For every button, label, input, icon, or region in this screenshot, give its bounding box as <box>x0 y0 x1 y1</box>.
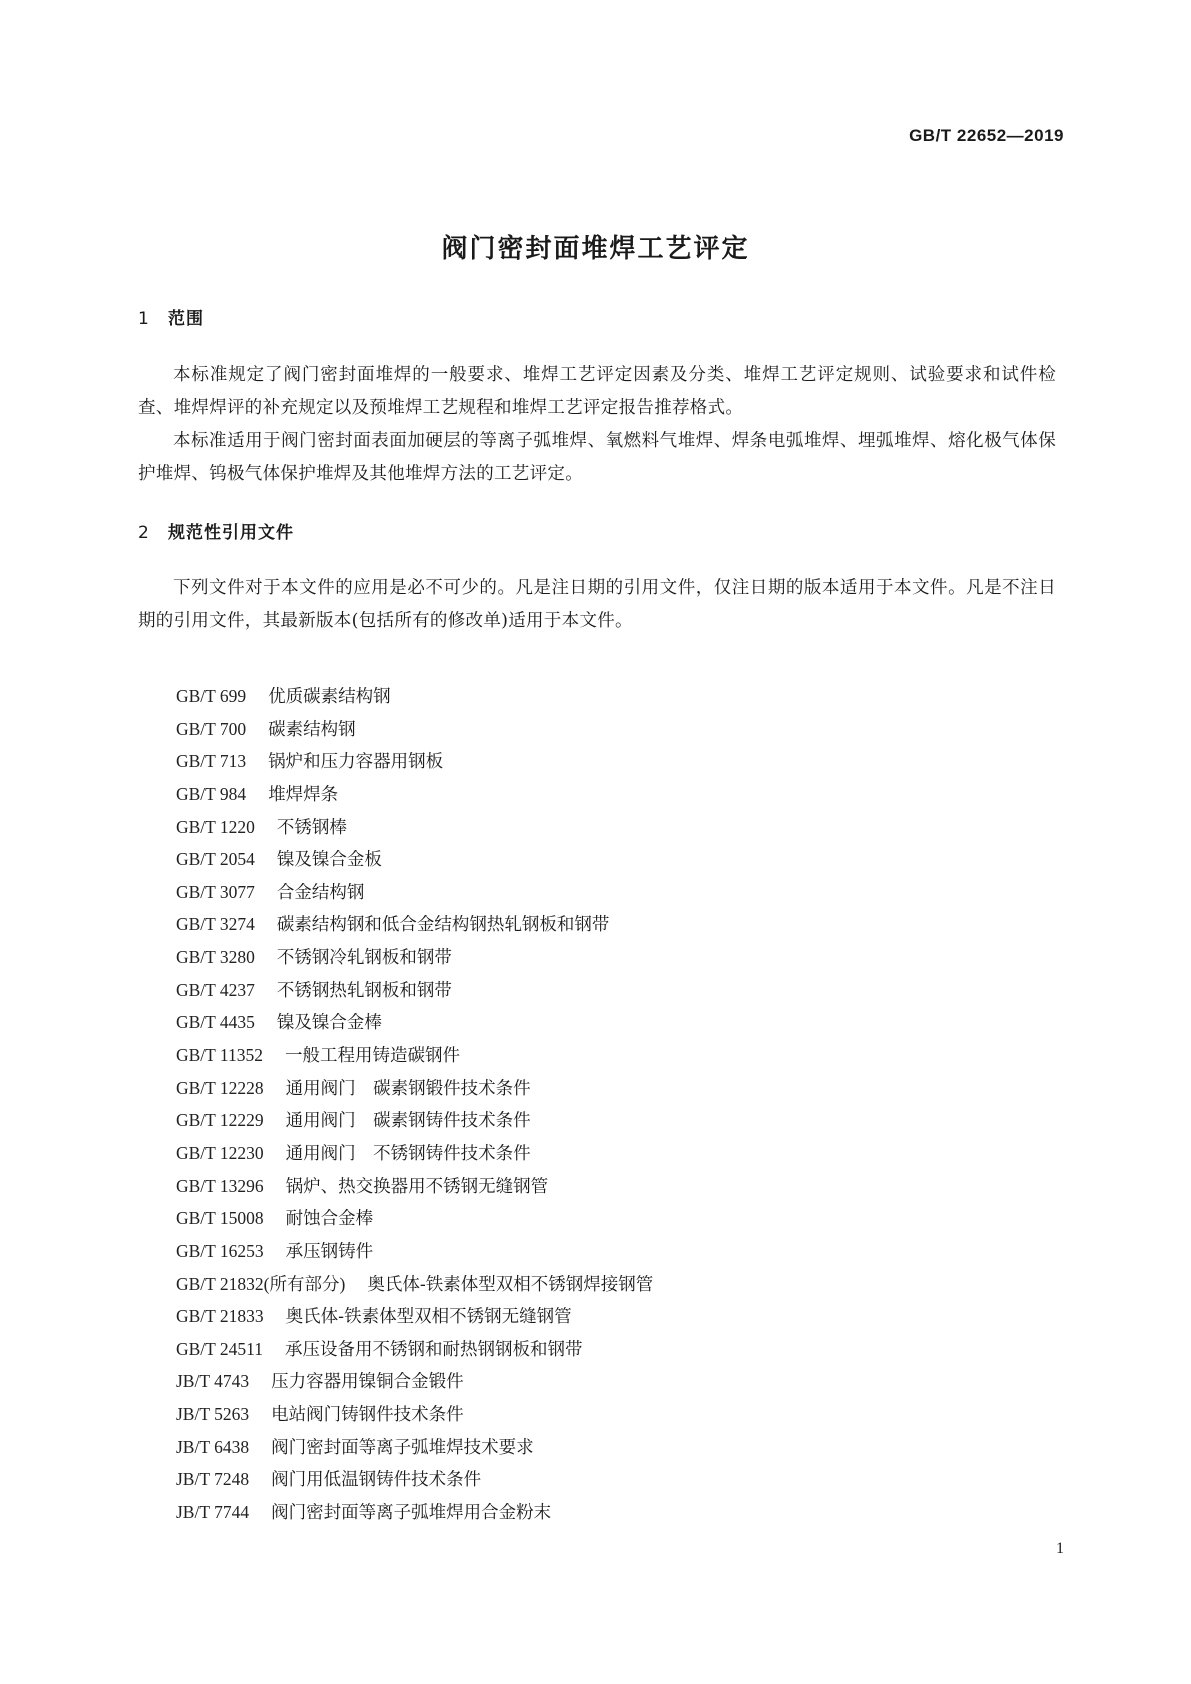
reference-title: 锅炉、热交换器用不锈钢无缝钢管 <box>285 1176 549 1197</box>
reference-item <box>176 908 653 941</box>
reference-code: JB/T 7248 <box>176 1469 250 1490</box>
reference-code: GB/T 21832(所有部分) <box>176 1273 346 1294</box>
reference-title: 阀门密封面等离子弧堆焊用合金粉末 <box>271 1503 552 1524</box>
reference-title: 电站阀门铸钢件技术条件 <box>271 1405 464 1426</box>
reference-code: GB/T 12228 <box>176 1077 264 1098</box>
reference-title: 优质碳素结构钢 <box>268 687 391 707</box>
section-1-heading <box>138 304 204 329</box>
reference-item <box>176 1365 653 1398</box>
reference-code: GB/T 4237 <box>176 979 255 1000</box>
reference-item <box>176 1463 653 1496</box>
reference-item <box>176 1039 653 1072</box>
reference-code: GB/T 3077 <box>176 881 255 902</box>
reference-item <box>176 876 653 909</box>
reference-item <box>176 1268 653 1301</box>
reference-title: 承压设备用不锈钢和耐热钢钢板和钢带 <box>285 1339 583 1360</box>
section-2-heading <box>138 518 294 543</box>
section-2-intro: 下列文件对于本文件的应用是必不可少的。凡是注日期的引用文件，仅注日期的版本适用于本文件。凡是不注日期的引用文件，其最新版本(包括所有的修改单)适用于本文件。 <box>138 578 1056 631</box>
reference-title: 耐蚀合金棒 <box>285 1209 374 1230</box>
reference-code: GB/T 15008 <box>176 1208 264 1229</box>
reference-code: GB/T 24511 <box>176 1338 264 1359</box>
section-1-paragraph-1: 本标准规定了阀门密封面堆焊的一般要求、堆焊工艺评定因素及分类、堆焊工艺评定规则、试验要求和试件检查、堆焊焊评的补充规定以及预堆焊工艺规程和堆焊工艺评定报告推荐格式。 <box>138 365 1056 418</box>
reference-item <box>176 1398 653 1431</box>
section-1-number: 1 <box>138 309 150 329</box>
section-1-paragraph-2: 本标准适用于阀门密封面表面加硬层的等离子弧堆焊、氧燃料气堆焊、焊条电弧堆焊、埋弧堆焊、熔化极气体保护堆焊、钨极气体保护堆焊及其他堆焊方法的工艺评定。 <box>138 431 1056 484</box>
reference-item <box>176 1333 653 1366</box>
reference-code: GB/T 700 <box>176 718 247 739</box>
reference-title: 通用阀门 碳素钢铸件技术条件 <box>285 1111 531 1132</box>
reference-item <box>176 680 653 713</box>
reference-code: GB/T 699 <box>176 686 247 706</box>
reference-code: JB/T 6438 <box>176 1436 250 1457</box>
reference-item <box>176 1170 653 1203</box>
page-number: 1 <box>1056 1540 1064 1557</box>
reference-item <box>176 1300 653 1333</box>
reference-code: GB/T 12230 <box>176 1142 264 1163</box>
reference-code: GB/T 1220 <box>176 816 255 837</box>
standard-number: GB/T 22652—2019 <box>909 126 1064 145</box>
reference-item <box>176 941 653 974</box>
reference-item <box>176 745 653 778</box>
section-2-number: 2 <box>138 523 150 543</box>
reference-title: 承压钢铸件 <box>285 1241 374 1262</box>
document-title: 阀门密封面堆焊工艺评定 <box>441 234 750 264</box>
reference-code: JB/T 4743 <box>176 1371 250 1392</box>
reference-code: GB/T 2054 <box>176 849 255 870</box>
section-1-title: 范围 <box>168 309 204 329</box>
reference-item <box>176 1235 653 1268</box>
reference-title: 合金结构钢 <box>276 882 365 903</box>
reference-code: GB/T 16253 <box>176 1240 264 1261</box>
reference-title: 奥氏体-铁素体型双相不锈钢无缝钢管 <box>285 1307 572 1328</box>
reference-item <box>176 1431 653 1464</box>
reference-title: 碳素结构钢和低合金结构钢热轧钢板和钢带 <box>276 915 610 936</box>
reference-code: GB/T 21833 <box>176 1306 264 1327</box>
reference-code: GB/T 984 <box>176 783 247 804</box>
reference-list <box>176 680 653 1529</box>
reference-code: JB/T 7744 <box>176 1502 250 1523</box>
reference-code: JB/T 5263 <box>176 1404 250 1425</box>
reference-code: GB/T 3280 <box>176 947 255 968</box>
reference-item <box>176 1202 653 1235</box>
reference-code: GB/T 4435 <box>176 1012 255 1033</box>
reference-item <box>176 1137 653 1170</box>
reference-item <box>176 843 653 876</box>
reference-code: GB/T 13296 <box>176 1175 264 1196</box>
reference-title: 不锈钢棒 <box>276 817 347 838</box>
reference-item <box>176 1072 653 1105</box>
section-2-title: 规范性引用文件 <box>168 523 294 543</box>
reference-title: 镍及镍合金板 <box>276 850 382 871</box>
reference-item <box>176 713 653 746</box>
reference-code: GB/T 12229 <box>176 1110 264 1131</box>
reference-title: 镍及镍合金棒 <box>276 1013 382 1034</box>
reference-title: 锅炉和压力容器用钢板 <box>268 752 444 773</box>
reference-item <box>176 811 653 844</box>
reference-title: 不锈钢冷轧钢板和钢带 <box>276 948 452 969</box>
reference-title: 堆焊焊条 <box>268 784 339 805</box>
reference-item <box>176 778 653 811</box>
reference-title: 阀门密封面等离子弧堆焊技术要求 <box>271 1437 534 1458</box>
reference-code: GB/T 3274 <box>176 914 255 935</box>
reference-title: 通用阀门 不锈钢铸件技术条件 <box>285 1143 531 1164</box>
reference-title: 一般工程用铸造碳钢件 <box>285 1046 461 1067</box>
reference-code: GB/T 713 <box>176 751 247 772</box>
reference-title: 通用阀门 碳素钢锻件技术条件 <box>285 1078 531 1099</box>
reference-code: GB/T 11352 <box>176 1045 264 1066</box>
reference-title: 奥氏体-铁素体型双相不锈钢焊接钢管 <box>367 1274 654 1295</box>
reference-item <box>176 1006 653 1039</box>
reference-item <box>176 1104 653 1137</box>
reference-title: 碳素结构钢 <box>268 719 356 740</box>
reference-title: 阀门用低温钢铸件技术条件 <box>271 1470 482 1491</box>
reference-title: 不锈钢热轧钢板和钢带 <box>276 980 452 1001</box>
reference-title: 压力容器用镍铜合金锻件 <box>271 1372 464 1393</box>
reference-item <box>176 1496 653 1529</box>
reference-item <box>176 974 653 1007</box>
